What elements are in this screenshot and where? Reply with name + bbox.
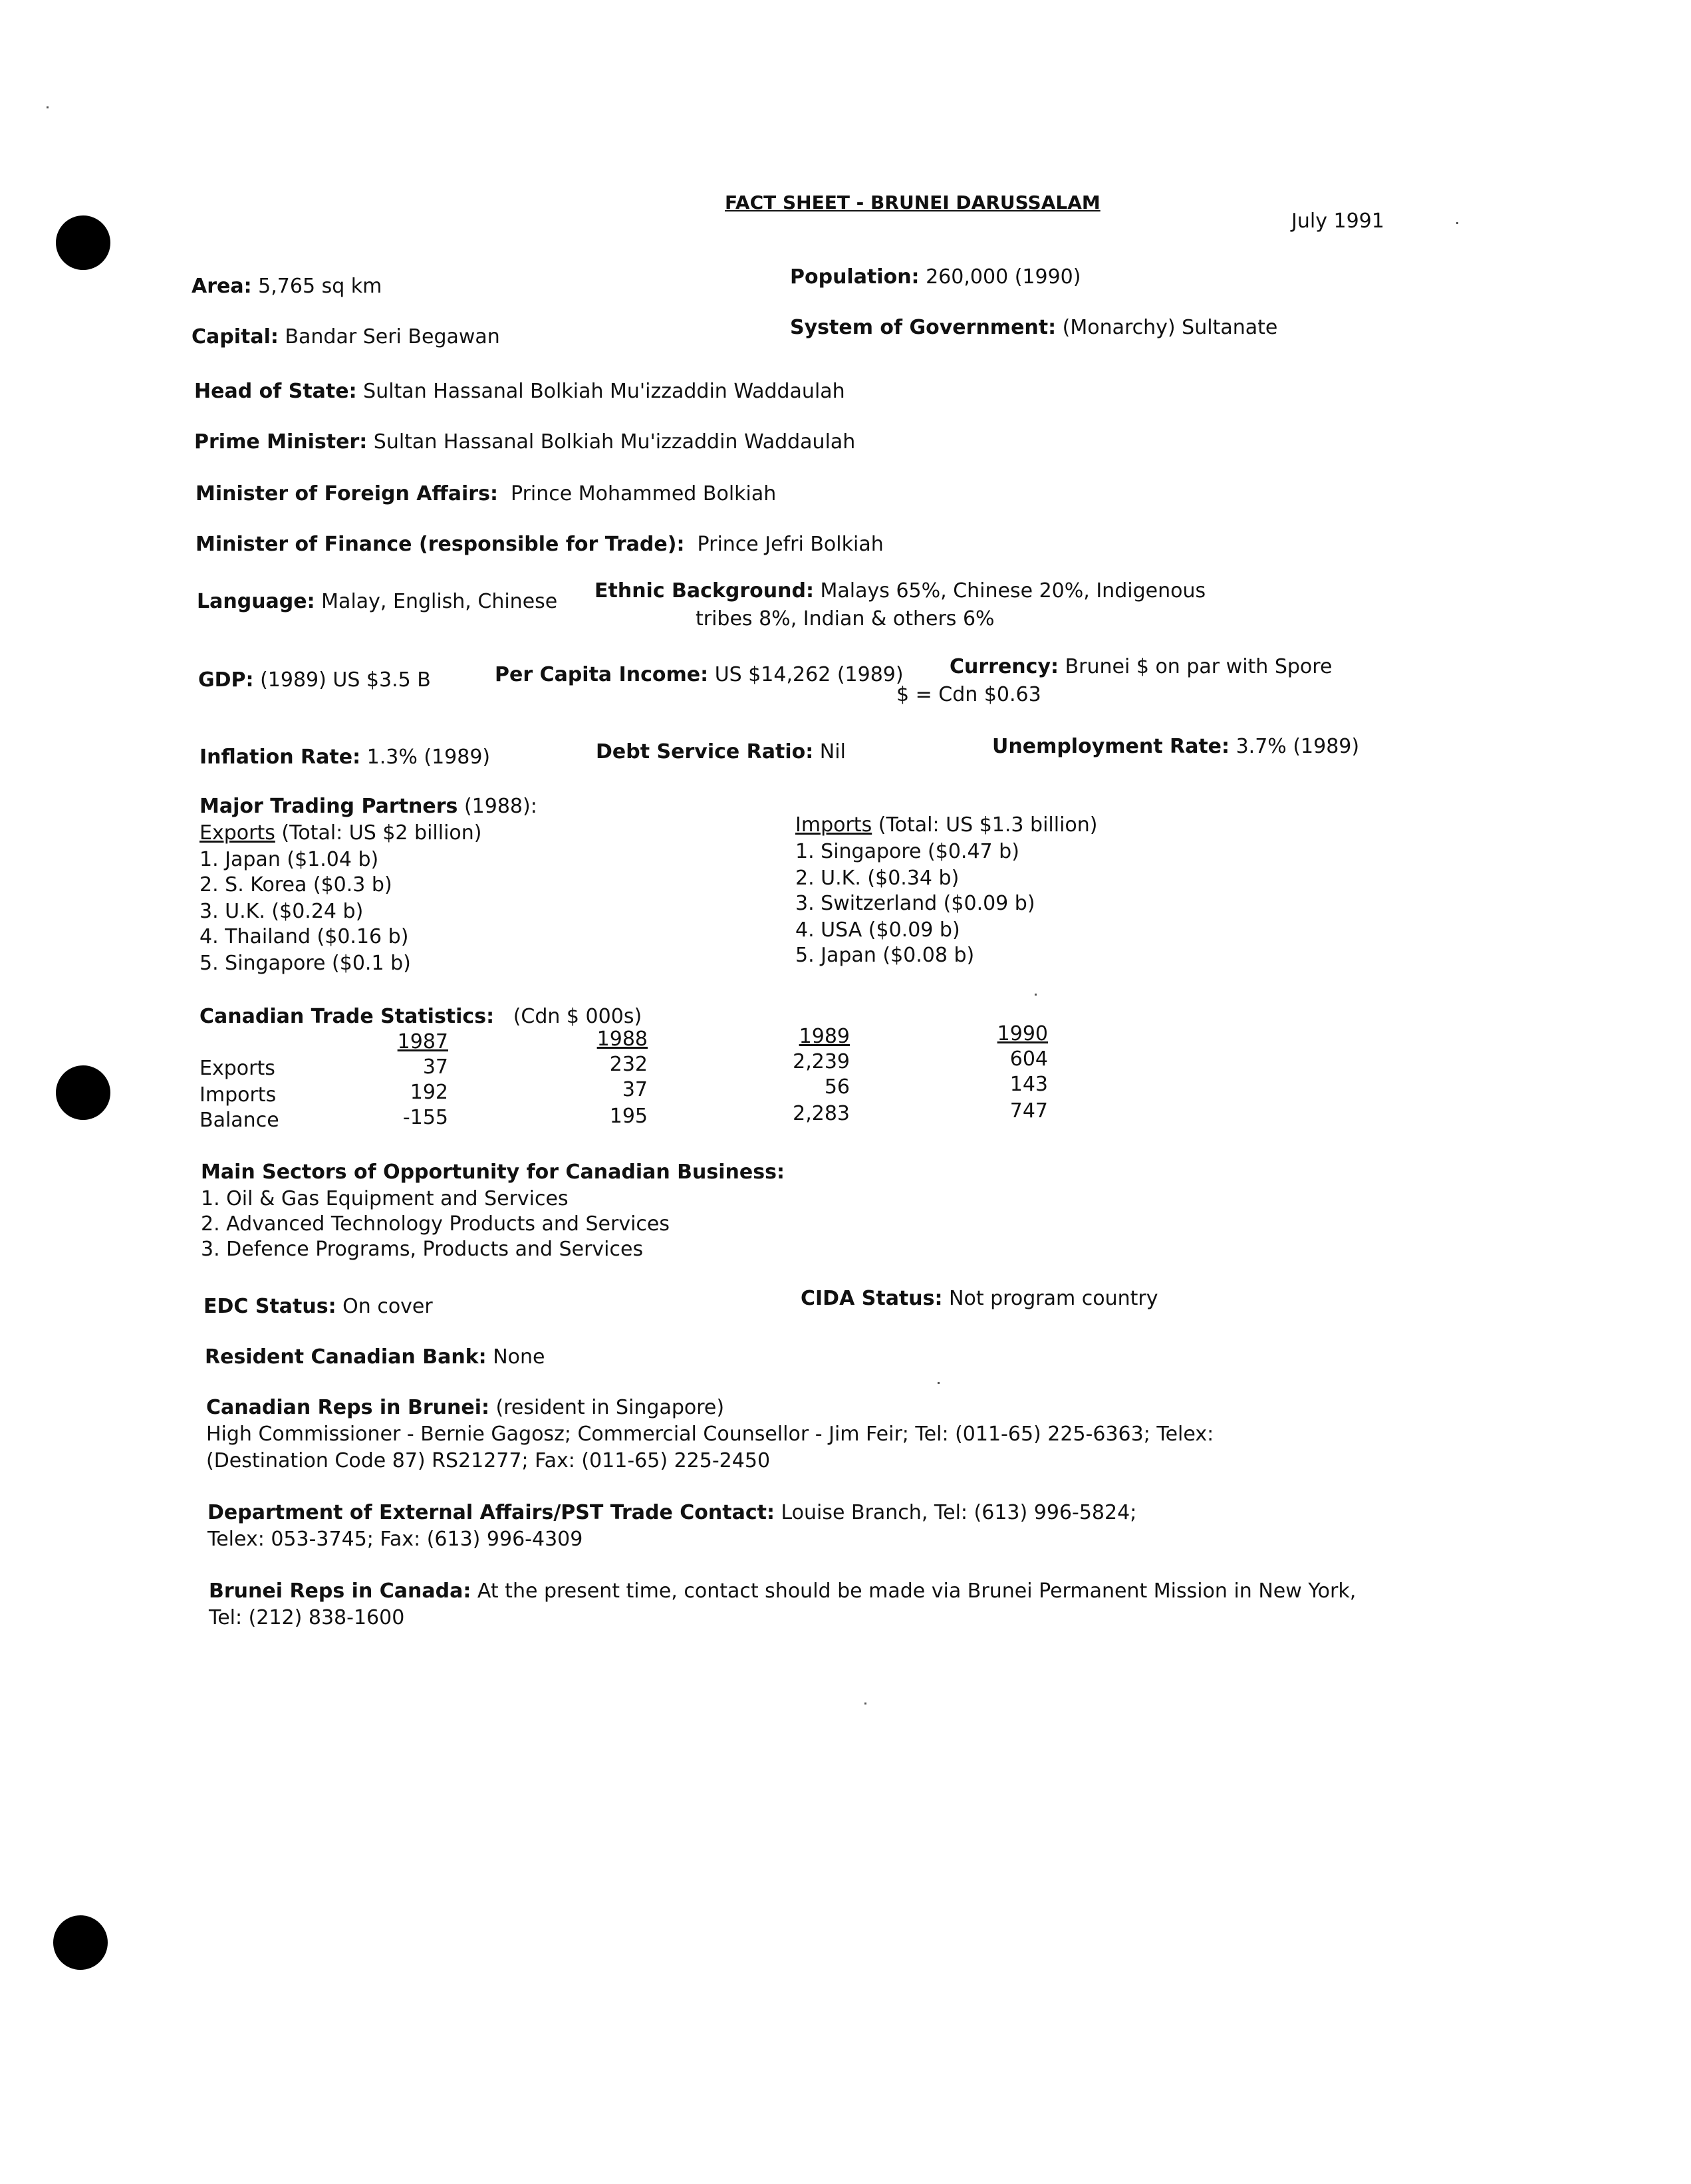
- unemployment-value: 3.7% (1989): [1236, 735, 1360, 758]
- capital-field: [192, 325, 500, 350]
- unemployment-field: [992, 734, 1359, 759]
- population-label: Population:: [790, 265, 920, 289]
- dea-field: [207, 1500, 1136, 1526]
- government-label: System of Government:: [790, 316, 1057, 339]
- sector-item: 1. Oil & Gas Equipment and Services: [201, 1187, 569, 1210]
- currency-line2: $ = Cdn $0.63: [896, 683, 1041, 706]
- stats-cell: 747: [1009, 1099, 1048, 1123]
- exports-label: Exports: [199, 821, 275, 845]
- trading-partners-year: (1988):: [463, 795, 537, 818]
- debt-value: Nil: [819, 740, 846, 763]
- export-item: 4. Thailand ($0.16 b): [199, 925, 409, 948]
- area-field: [192, 274, 382, 299]
- foreign-minister-value: Prince Mohammed Bolkiah: [511, 482, 777, 505]
- imports-heading: [795, 813, 1098, 838]
- stats-cell: 2,239: [793, 1050, 850, 1073]
- government-field: [790, 315, 1277, 341]
- import-item: 1. Singapore ($0.47 b): [795, 840, 1019, 863]
- trade-stats-label: Canadian Trade Statistics:: [199, 1005, 495, 1028]
- import-item: 2. U.K. ($0.34 b): [795, 867, 960, 890]
- trade-stats-heading: [199, 1004, 642, 1029]
- binder-hole-top: [56, 215, 110, 270]
- reps-canada-line2: Tel: (212) 838-1600: [209, 1606, 405, 1629]
- population-field: [790, 265, 1081, 290]
- stats-cell: 37: [422, 1055, 448, 1079]
- head-of-state-label: Head of State:: [194, 380, 357, 403]
- prime-minister-field: [194, 430, 855, 455]
- reps-brunei-line1: High Commissioner - Bernie Gagosz; Commercial Counsellor - Jim Feir; Tel: (011-65) 225-6363; Telex:: [206, 1423, 1214, 1446]
- capital-label: Capital:: [192, 325, 279, 348]
- ethnic-field: [594, 579, 1206, 604]
- sector-item: 3. Defence Programs, Products and Services: [201, 1238, 644, 1261]
- gdp-value: (1989) US $3.5 B: [260, 668, 431, 692]
- head-of-state-value: Sultan Hassanal Bolkiah Mu'izzaddin Waddaulah: [363, 380, 845, 403]
- stats-row-label: Balance: [199, 1109, 279, 1132]
- reps-brunei-note: (resident in Singapore): [495, 1396, 725, 1419]
- currency-label: Currency:: [950, 655, 1059, 678]
- stats-cell: 604: [1009, 1047, 1048, 1071]
- stats-cell: 192: [410, 1081, 448, 1104]
- stats-cell: 143: [1009, 1073, 1048, 1096]
- dea-label: Department of External Affairs/PST Trade Contact:: [207, 1501, 775, 1524]
- reps-brunei-line2: (Destination Code 87) RS21277; Fax: (011-65) 225-2450: [206, 1449, 771, 1472]
- finance-minister-field: [195, 532, 884, 557]
- stats-cell: 37: [622, 1078, 648, 1101]
- bank-value: None: [493, 1345, 545, 1369]
- scan-speck: [47, 106, 49, 108]
- per-capita-field: [495, 662, 904, 688]
- stats-year-1987: 1987: [397, 1030, 448, 1053]
- cida-label: CIDA Status:: [801, 1287, 943, 1310]
- prime-minister-value: Sultan Hassanal Bolkiah Mu'izzaddin Waddaulah: [373, 430, 856, 454]
- inflation-field: [199, 745, 490, 770]
- binder-hole-bottom: [53, 1915, 108, 1970]
- gdp-label: GDP:: [198, 668, 254, 692]
- document-date: July 1991: [1291, 209, 1384, 233]
- imports-label: Imports: [795, 813, 872, 837]
- language-value: Malay, English, Chinese: [321, 590, 558, 613]
- import-item: 3. Switzerland ($0.09 b): [795, 892, 1035, 915]
- export-item: 1. Japan ($1.04 b): [199, 848, 379, 871]
- imports-total: (Total: US $1.3 billion): [878, 813, 1098, 837]
- prime-minister-label: Prime Minister:: [194, 430, 368, 454]
- sector-item: 2. Advanced Technology Products and Services: [201, 1212, 670, 1236]
- bank-label: Resident Canadian Bank:: [205, 1345, 487, 1369]
- scan-speck: [1456, 222, 1458, 224]
- area-value: 5,765 sq km: [258, 275, 382, 298]
- inflation-value: 1.3% (1989): [366, 746, 491, 769]
- per-capita-label: Per Capita Income:: [495, 663, 709, 686]
- import-item: 4. USA ($0.09 b): [795, 918, 960, 942]
- inflation-label: Inflation Rate:: [199, 746, 361, 769]
- dea-line1: Louise Branch, Tel: (613) 996-5824;: [781, 1501, 1137, 1524]
- export-item: 3. U.K. ($0.24 b): [199, 900, 364, 923]
- unemployment-label: Unemployment Rate:: [992, 735, 1230, 758]
- trading-partners-label: Major Trading Partners: [199, 795, 458, 818]
- bank-field: [205, 1345, 545, 1370]
- ethnic-label: Ethnic Background:: [594, 579, 814, 603]
- sectors-heading: Main Sectors of Opportunity for Canadian Business:: [201, 1160, 785, 1184]
- stats-year-1988: 1988: [596, 1027, 648, 1051]
- import-item: 5. Japan ($0.08 b): [795, 944, 975, 967]
- edc-label: EDC Status:: [203, 1295, 336, 1318]
- binder-hole-middle: [56, 1065, 110, 1120]
- stats-cell: 195: [609, 1105, 648, 1128]
- debt-label: Debt Service Ratio:: [596, 740, 814, 763]
- stats-cell: -155: [402, 1106, 448, 1129]
- scan-speck: [864, 1703, 866, 1705]
- stats-row-label: Exports: [199, 1057, 275, 1080]
- reps-canada-field: [209, 1579, 1356, 1604]
- stats-year-1989: 1989: [799, 1025, 850, 1048]
- capital-value: Bandar Seri Begawan: [285, 325, 500, 348]
- reps-brunei-heading: [206, 1395, 724, 1421]
- ethnic-line1: Malays 65%, Chinese 20%, Indigenous: [820, 579, 1206, 603]
- export-item: 5. Singapore ($0.1 b): [199, 952, 411, 975]
- currency-field: [950, 654, 1332, 680]
- stats-cell: 2,283: [793, 1102, 850, 1125]
- scan-speck: [1035, 994, 1037, 996]
- cida-field: [801, 1286, 1158, 1311]
- stats-year-1990: 1990: [997, 1022, 1048, 1045]
- language-field: [197, 589, 557, 614]
- trading-partners-heading: [199, 794, 537, 819]
- stats-cell: 56: [824, 1075, 850, 1099]
- stats-cell: 232: [609, 1053, 648, 1076]
- finance-minister-value: Prince Jefri Bolkiah: [697, 533, 884, 556]
- foreign-minister-field: [195, 481, 776, 507]
- reps-canada-label: Brunei Reps in Canada:: [209, 1579, 471, 1603]
- reps-brunei-label: Canadian Reps in Brunei:: [206, 1396, 489, 1419]
- edc-value: On cover: [342, 1295, 433, 1318]
- area-label: Area:: [192, 275, 252, 298]
- scan-speck: [938, 1382, 940, 1384]
- reps-canada-line1: At the present time, contact should be made via Brunei Permanent Mission in New York,: [477, 1579, 1357, 1603]
- exports-total: (Total: US $2 billion): [281, 821, 482, 845]
- population-value: 260,000 (1990): [926, 265, 1081, 289]
- per-capita-value: US $14,262 (1989): [714, 663, 904, 686]
- cida-value: Not program country: [949, 1287, 1158, 1310]
- stats-row-label: Imports: [199, 1083, 277, 1107]
- foreign-minister-label: Minister of Foreign Affairs:: [195, 482, 498, 505]
- government-value: (Monarchy) Sultanate: [1062, 316, 1278, 339]
- ethnic-line2: tribes 8%, Indian & others 6%: [696, 607, 995, 630]
- currency-line1: Brunei $ on par with Spore: [1065, 655, 1333, 678]
- debt-field: [596, 740, 846, 765]
- finance-minister-label: Minister of Finance (responsible for Trade):: [195, 533, 685, 556]
- exports-heading: [199, 821, 482, 846]
- edc-field: [203, 1294, 433, 1319]
- language-label: Language:: [197, 590, 315, 613]
- document-title: FACT SHEET - BRUNEI DARUSSALAM: [725, 192, 1101, 213]
- dea-line2: Telex: 053-3745; Fax: (613) 996-4309: [207, 1528, 583, 1551]
- gdp-field: [198, 668, 431, 693]
- head-of-state-field: [194, 379, 845, 404]
- trade-stats-unit: (Cdn $ 000s): [513, 1005, 642, 1028]
- export-item: 2. S. Korea ($0.3 b): [199, 873, 392, 896]
